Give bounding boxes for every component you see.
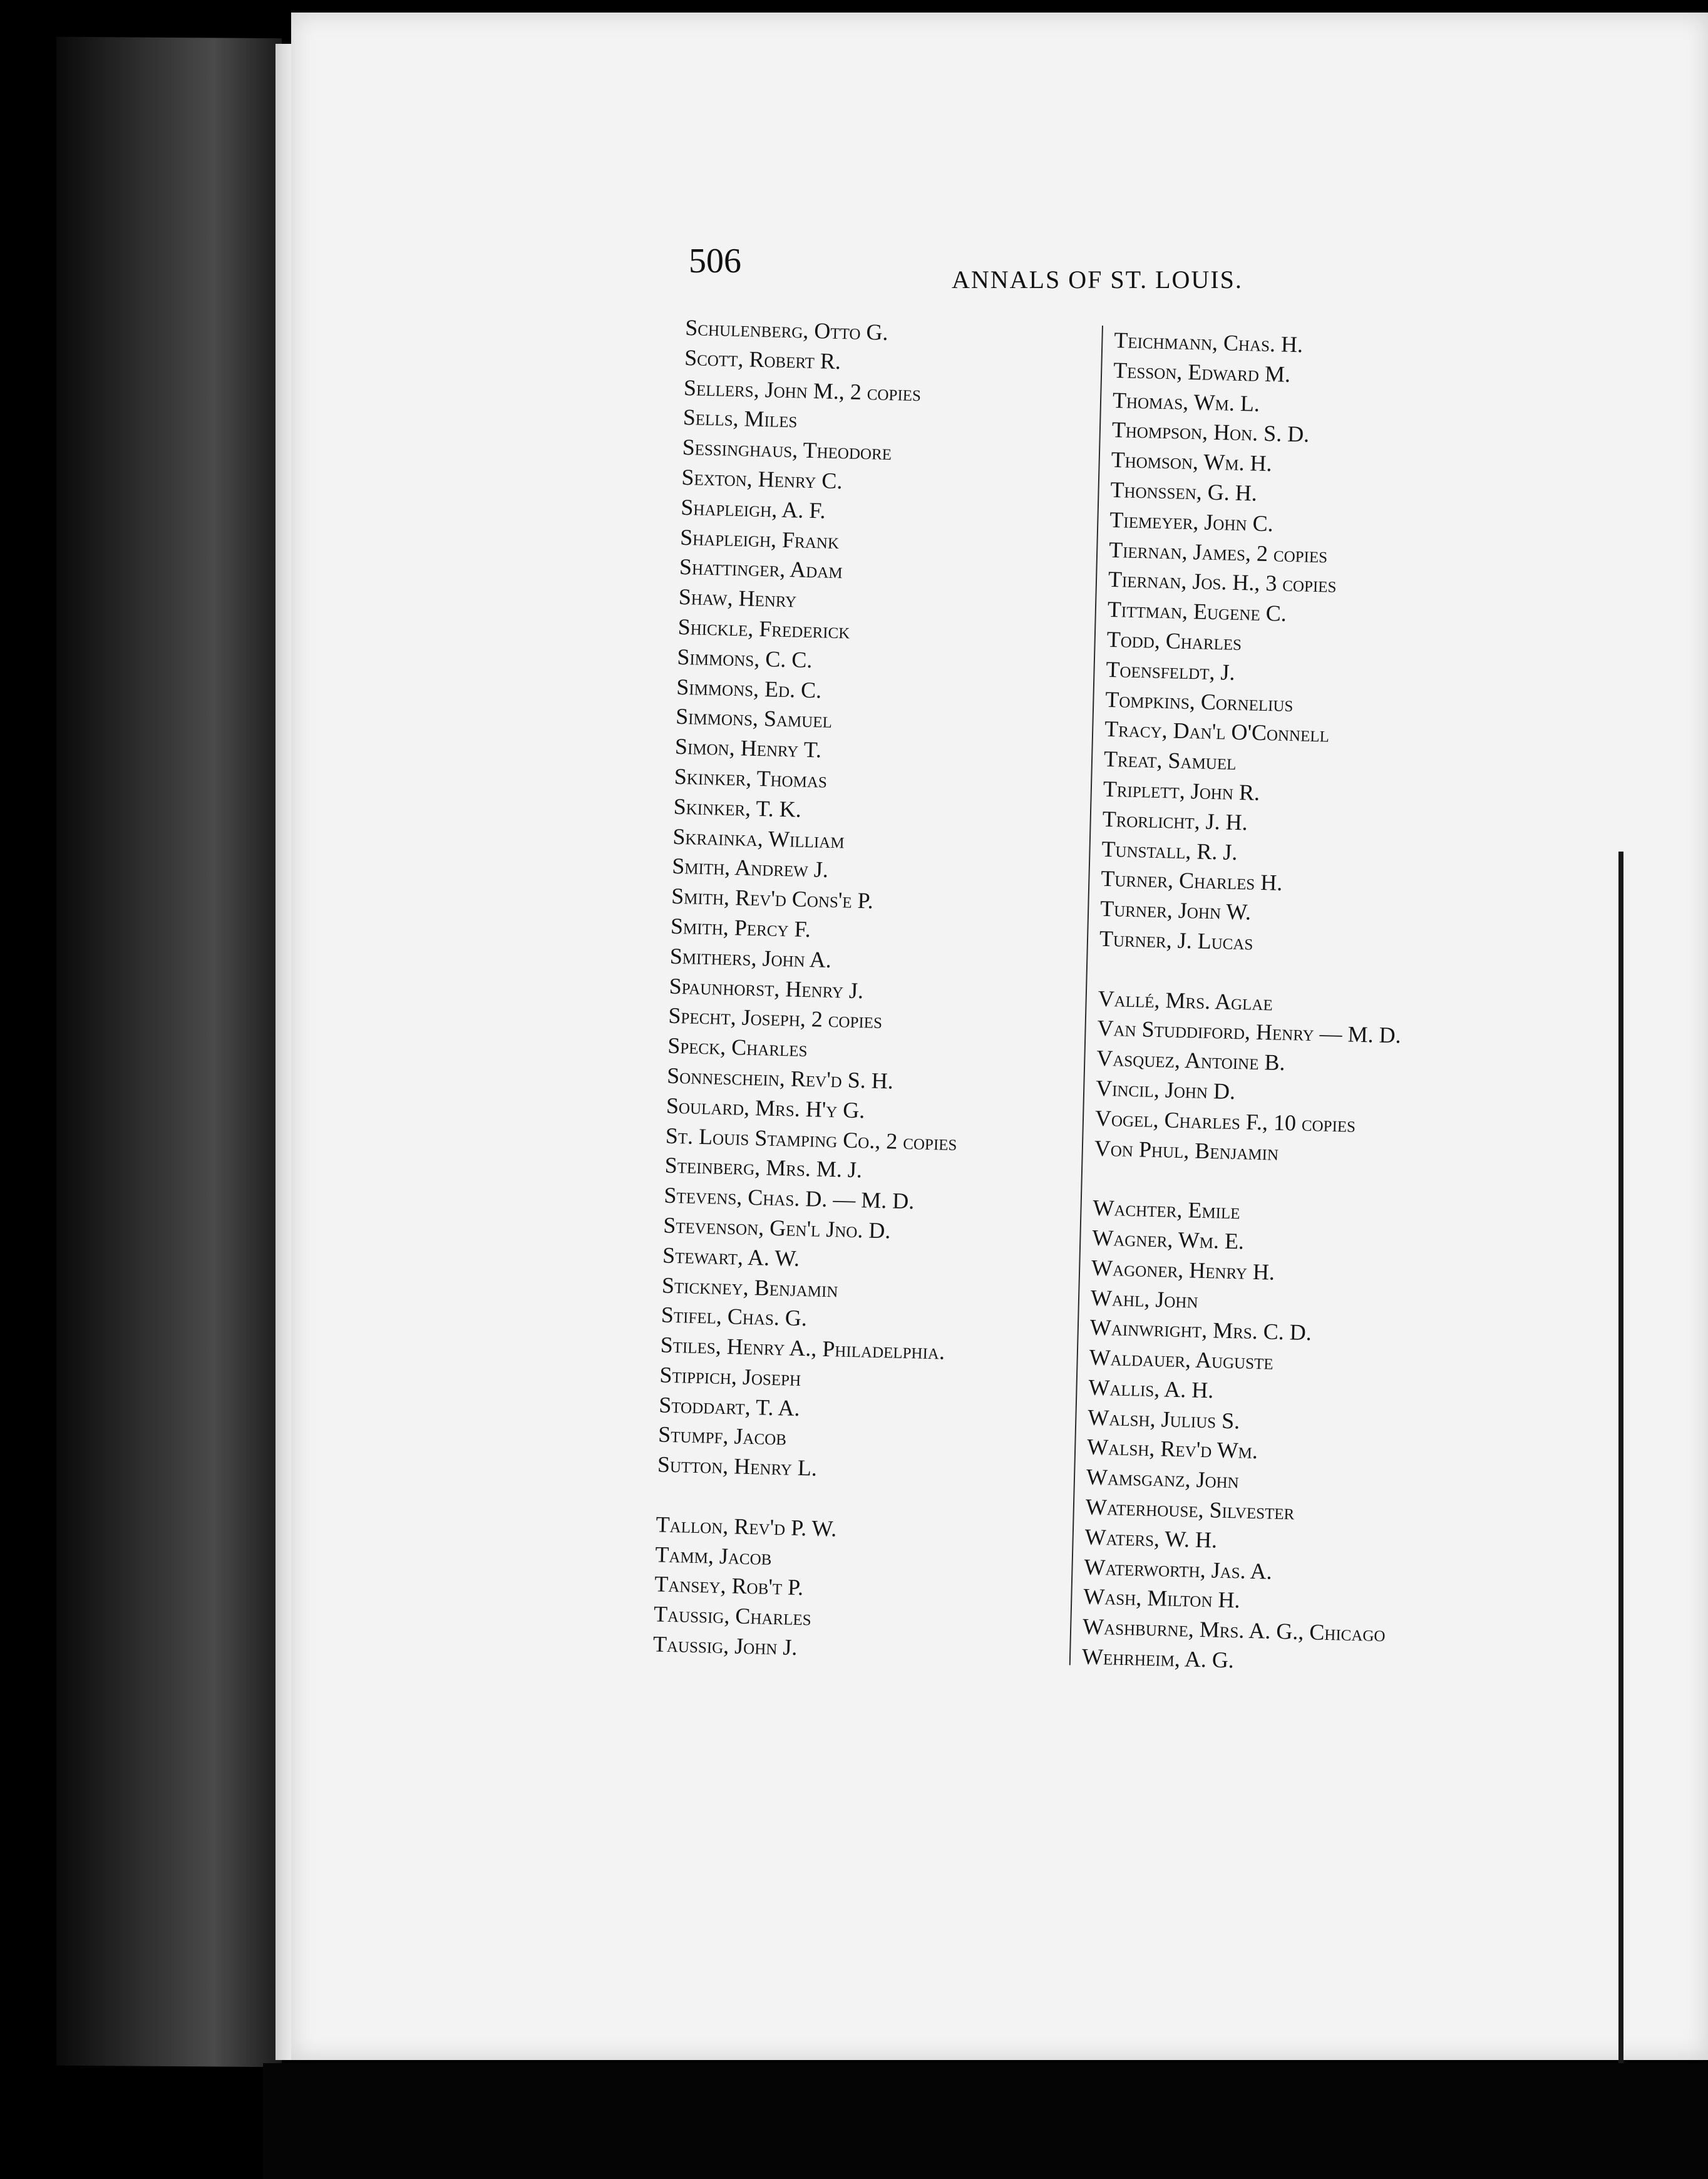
subscriber-entry: Wallis, A. H. xyxy=(1088,1374,1214,1403)
subscriber-entry: Wash, Milton H. xyxy=(1083,1584,1241,1613)
subscriber-entry: Vincil, John D. xyxy=(1095,1075,1236,1104)
subscriber-entry: Stewart, A. W. xyxy=(662,1242,800,1271)
subscriber-entry: Tompkins, Cornelius xyxy=(1104,686,1294,716)
subscriber-entry: Skrainka, William xyxy=(672,823,845,853)
subscriber-entry: Sessinghaus, Theodore xyxy=(682,435,892,465)
subscriber-entry: Skinker, T. K. xyxy=(673,793,802,822)
subscriber-entry: Tamm, Jacob xyxy=(655,1542,772,1570)
subscriber-entry: Stifel, Chas. G. xyxy=(661,1302,808,1331)
subscriber-entry: Smith, Percy F. xyxy=(670,913,811,942)
subscriber-entry: Simmons, C. C. xyxy=(677,644,813,672)
subscriber-entry: Shattinger, Adam xyxy=(679,554,843,584)
subscriber-entry: Tallon, Rev'd P. W. xyxy=(656,1512,837,1542)
subscriber-entry: Sutton, Henry L. xyxy=(657,1451,818,1481)
subscriber-entry: Toensfeldt, J. xyxy=(1106,656,1236,685)
subscriber-entry: Stippich, Joseph xyxy=(659,1362,801,1391)
subscriber-entry: Stevens, Chas. D. — M. D. xyxy=(664,1182,915,1214)
subscriber-entry: Tracy, Dan'l O'Connell xyxy=(1104,716,1330,747)
subscriber-entry: Washburne, Mrs. A. G., Chicago xyxy=(1082,1614,1386,1647)
subscriber-entry: Shaw, Henry xyxy=(678,584,797,612)
subscriber-entry: Stumpf, Jacob xyxy=(657,1421,787,1450)
subscriber-entry: Wamsganz, John xyxy=(1086,1464,1240,1493)
subscriber-entry: Todd, Charles xyxy=(1106,626,1242,656)
subscriber-entry: Tiernan, James, 2 copies xyxy=(1108,537,1328,567)
subscriber-entry: Stickney, Benjamin xyxy=(661,1272,838,1302)
subscriber-entry: Turner, John W. xyxy=(1099,895,1252,925)
subscriber-entry: Wainwright, Mrs. C. D. xyxy=(1089,1314,1312,1346)
subscriber-entry: Shapleigh, A. F. xyxy=(680,494,826,523)
subscriber-entry: Spaunhorst, Henry J. xyxy=(669,973,864,1003)
subscriber-entry: Sellers, John M., 2 copies xyxy=(683,374,922,406)
subscriber-entry: Tesson, Edward M. xyxy=(1113,357,1291,387)
bottom-shadow xyxy=(263,2063,1708,2179)
subscriber-list-right xyxy=(1081,326,1565,1683)
subscriber-entry: Triplett, John R. xyxy=(1103,776,1260,805)
subscriber-entry: Tittman, Eugene C. xyxy=(1107,597,1287,627)
subscriber-entry: Shapleigh, Frank xyxy=(679,524,840,554)
subscriber-entry: Wahl, John xyxy=(1090,1285,1199,1313)
subscriber-entry: Smithers, John A. xyxy=(669,943,832,972)
subscriber-entry: Trorlicht, J. H. xyxy=(1102,806,1248,835)
subscriber-entry: Turner, J. Lucas xyxy=(1099,925,1253,955)
subscriber-entry: Walsh, Rev'd Wm. xyxy=(1086,1434,1258,1464)
subscriber-entry: Van Studdiford, Henry — M. D. xyxy=(1097,1015,1402,1048)
subscriber-entry: Wagoner, Henry H. xyxy=(1091,1255,1275,1285)
subscriber-entry: Specht, Joseph, 2 copies xyxy=(668,1002,883,1034)
subscriber-list-left xyxy=(652,313,1086,1669)
subscriber-entry: Treat, Samuel xyxy=(1103,746,1237,775)
subscriber-entry: Waters, W. H. xyxy=(1084,1524,1218,1553)
subscriber-entry: Schulenberg, Otto G. xyxy=(684,314,889,345)
subscriber-entry: Smith, Rev'd Cons'e P. xyxy=(671,883,874,914)
subscriber-entry: Thonssen, G. H. xyxy=(1110,476,1258,506)
subscriber-entry: Soulard, Mrs. H'y G. xyxy=(666,1093,865,1123)
subscriber-entry: Vogel, Charles F., 10 copies xyxy=(1094,1105,1356,1137)
subscriber-entry: St. Louis Stamping Co., 2 copies xyxy=(665,1123,957,1155)
subscriber-entry: Speck, Charles xyxy=(667,1033,808,1062)
subscriber-entry: Simmons, Ed. C. xyxy=(676,674,822,703)
subscriber-entry: Thomson, Wm. H. xyxy=(1111,447,1273,476)
subscriber-entry: Tiemeyer, John C. xyxy=(1109,507,1274,537)
subscriber-entry: Waterhouse, Silvester xyxy=(1085,1494,1295,1525)
subscriber-entry: Tansey, Rob't P. xyxy=(654,1571,804,1600)
subscriber-entry: Sells, Miles xyxy=(682,404,798,433)
subscriber-entry: Taussig, John J. xyxy=(652,1631,798,1661)
subscriber-entry: Stiles, Henry A., Philadelphia. xyxy=(660,1332,945,1364)
subscriber-entry: Thomas, Wm. L. xyxy=(1112,387,1260,416)
page-crease xyxy=(1618,852,1623,2073)
subscriber-entry: Sonneschein, Rev'd S. H. xyxy=(666,1063,894,1094)
subscriber-entry: Vasquez, Antoine B. xyxy=(1096,1045,1286,1076)
subscriber-entry: Sexton, Henry C. xyxy=(681,464,843,494)
subscriber-entry: Scott, Robert R. xyxy=(684,344,841,374)
page-number: 506 xyxy=(689,242,741,281)
subscriber-entry: Von Phul, Benjamin xyxy=(1094,1135,1279,1165)
subscriber-entry: Walsh, Julius S. xyxy=(1087,1404,1240,1434)
subscriber-entry: Waldauer, Auguste xyxy=(1089,1344,1274,1374)
subscriber-entry: Stoddart, T. A. xyxy=(658,1392,801,1421)
subscriber-entry: Tunstall, R. J. xyxy=(1101,836,1238,865)
subscriber-entry: Smith, Andrew J. xyxy=(671,853,829,883)
subscriber-entry: Skinker, Thomas xyxy=(674,763,828,793)
subscriber-entry: Simon, Henry T. xyxy=(674,733,822,763)
subscriber-entry: Vallé, Mrs. Aglae xyxy=(1098,986,1273,1016)
subscriber-entry: Wehrheim, A. G. xyxy=(1081,1644,1235,1673)
subscriber-entry: Steinberg, Mrs. M. J. xyxy=(664,1152,863,1183)
page-header xyxy=(689,241,1315,304)
subscriber-entry: Thompson, Hon. S. D. xyxy=(1111,417,1310,448)
running-title: ANNALS OF ST. LOUIS. xyxy=(952,265,1243,294)
subscriber-entry: Taussig, Charles xyxy=(653,1601,812,1630)
subscriber-entry: Teichmann, Chas. H. xyxy=(1113,327,1304,358)
subscriber-entry: Shickle, Frederick xyxy=(677,614,850,644)
subscriber-entry: Wagner, Wm. E. xyxy=(1091,1225,1245,1254)
subscriber-entry: Simmons, Samuel xyxy=(675,704,833,733)
subscriber-entry: Tiernan, Jos. H., 3 copies xyxy=(1108,567,1337,598)
subscriber-entry: Wachter, Emile xyxy=(1093,1195,1241,1224)
subscriber-entry: Stevenson, Gen'l Jno. D. xyxy=(662,1212,891,1244)
subscriber-entry: Waterworth, Jas. A. xyxy=(1084,1554,1273,1584)
book-spine xyxy=(56,37,282,2068)
subscriber-entry: Turner, Charles H. xyxy=(1100,866,1283,896)
